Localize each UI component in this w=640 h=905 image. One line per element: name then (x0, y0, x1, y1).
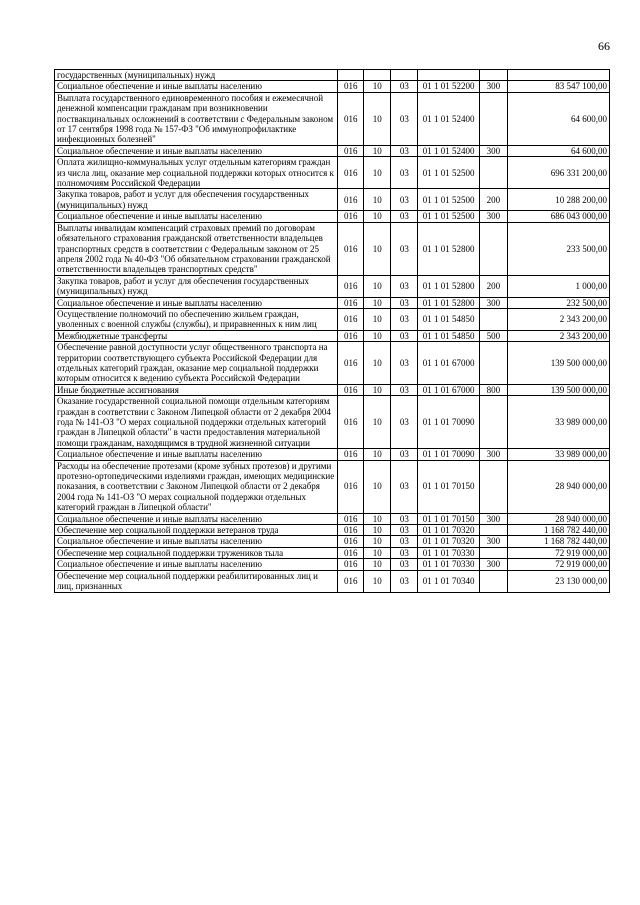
subsection-code-cell: 03 (391, 559, 418, 570)
section-code-cell: 10 (364, 330, 391, 341)
section-code-cell: 10 (364, 547, 391, 558)
target-article-cell: 01 1 01 52400 (418, 145, 479, 156)
admin-code-cell: 016 (338, 536, 364, 547)
expense-type-cell: 300 (479, 81, 507, 92)
row-name-cell: государственных (муниципальных) нужд (55, 70, 338, 81)
expense-type-cell: 300 (479, 211, 507, 222)
amount-cell: 64 600,00 (507, 145, 609, 156)
amount-cell: 696 331 200,00 (507, 157, 609, 189)
subsection-code-cell: 03 (391, 547, 418, 558)
row-name-cell: Социальное обеспечение и иные выплаты населению (55, 145, 338, 156)
row-name-cell: Социальное обеспечение и иные выплаты населению (55, 297, 338, 308)
expense-type-cell: 200 (479, 189, 507, 211)
expense-type-cell: 200 (479, 275, 507, 297)
expense-type-cell: 300 (479, 297, 507, 308)
target-article-cell: 01 1 01 70090 (418, 396, 479, 449)
target-article-cell: 01 1 01 54850 (418, 330, 479, 341)
section-code-cell: 10 (364, 396, 391, 449)
admin-code-cell: 016 (338, 222, 364, 275)
admin-code-cell: 016 (338, 342, 364, 385)
amount-cell (507, 70, 609, 81)
table-row (55, 460, 610, 513)
table-row (55, 384, 610, 395)
amount-cell: 72 919 000,00 (507, 547, 609, 558)
row-name-cell: Социальное обеспечение и иные выплаты населению (55, 536, 338, 547)
row-name-cell: Расходы на обеспечение протезами (кроме зубных протезов) и другими протезно-ортопедическими изделиями граждан, имеющих медицинские показания, в соответствии с Законом Липецкой области от 2 декабря 2004 года № 141-ОЗ "О мерах социальной поддержки отдельных категорий граждан в Липецкой области" (55, 460, 338, 513)
expense-type-cell: 300 (479, 559, 507, 570)
amount-cell: 233 500,00 (507, 222, 609, 275)
target-article-cell: 01 1 01 52800 (418, 297, 479, 308)
admin-code-cell: 016 (338, 547, 364, 558)
target-article-cell: 01 1 01 70320 (418, 525, 479, 536)
table-row (55, 342, 610, 385)
subsection-code-cell: 03 (391, 460, 418, 513)
row-name-cell: Обеспечение мер социальной поддержки реабилитированных лиц и лиц, признанных (55, 570, 338, 592)
amount-cell: 2 343 200,00 (507, 330, 609, 341)
subsection-code-cell: 03 (391, 384, 418, 395)
table-row (55, 547, 610, 558)
row-name-cell: Социальное обеспечение и иные выплаты населению (55, 513, 338, 524)
expense-type-cell: 300 (479, 536, 507, 547)
table-row (55, 449, 610, 460)
amount-cell: 28 940 000,00 (507, 460, 609, 513)
table-row (55, 297, 610, 308)
target-article-cell: 01 1 01 70330 (418, 547, 479, 558)
row-name-cell: Обеспечение мер социальной поддержки ветеранов труда (55, 525, 338, 536)
section-code-cell: 10 (364, 570, 391, 592)
table-row (55, 275, 610, 297)
section-code-cell: 10 (364, 189, 391, 211)
section-code-cell: 10 (364, 460, 391, 513)
table-row (55, 70, 610, 81)
table-row (55, 92, 610, 145)
expense-type-cell (479, 396, 507, 449)
subsection-code-cell (391, 70, 418, 81)
row-name-cell: Социальное обеспечение и иные выплаты населению (55, 211, 338, 222)
row-name-cell: Обеспечение мер социальной поддержки тружеников тыла (55, 547, 338, 558)
row-name-cell: Обеспечение равной доступности услуг общественного транспорта на территории соответствующего субъекта Российской Федерации для отдельных категорий граждан, оказание мер социальной поддержки которым относится к ведению субъекта Российской Федерации (55, 342, 338, 385)
admin-code-cell: 016 (338, 570, 364, 592)
section-code-cell: 10 (364, 297, 391, 308)
section-code-cell: 10 (364, 222, 391, 275)
subsection-code-cell: 03 (391, 157, 418, 189)
expense-type-cell (479, 342, 507, 385)
amount-cell: 686 043 000,00 (507, 211, 609, 222)
section-code-cell: 10 (364, 342, 391, 385)
table-row (55, 396, 610, 449)
section-code-cell: 10 (364, 275, 391, 297)
table-row (55, 330, 610, 341)
row-name-cell: Оплата жилищно-коммунальных услуг отдельным категориям граждан из числа лиц, оказание мер социальной поддержки которых относится к полномочиям Российской Федерации (55, 157, 338, 189)
target-article-cell: 01 1 01 70330 (418, 559, 479, 570)
subsection-code-cell: 03 (391, 297, 418, 308)
admin-code-cell: 016 (338, 513, 364, 524)
target-article-cell: 01 1 01 52500 (418, 157, 479, 189)
amount-cell: 1 000,00 (507, 275, 609, 297)
row-name-cell: Выплата государственного единовременного пособия и ежемесячной денежной компенсации гражданам при возникновении поствакцинальных осложнений в соответствии с Федеральным законом от 17 сентября 1998 года № 157-ФЗ "Об иммунопрофилактике инфекционных болезней" (55, 92, 338, 145)
expense-type-cell: 800 (479, 384, 507, 395)
amount-cell: 83 547 100,00 (507, 81, 609, 92)
admin-code-cell (338, 70, 364, 81)
target-article-cell: 01 1 01 70320 (418, 536, 479, 547)
expense-type-cell (479, 70, 507, 81)
admin-code-cell: 016 (338, 275, 364, 297)
amount-cell: 10 288 200,00 (507, 189, 609, 211)
row-name-cell: Закупка товаров, работ и услуг для обеспечения государственных (муниципальных) нужд (55, 275, 338, 297)
expense-type-cell (479, 92, 507, 145)
target-article-cell (418, 70, 479, 81)
amount-cell: 2 343 200,00 (507, 308, 609, 330)
target-article-cell: 01 1 01 67000 (418, 342, 479, 385)
section-code-cell: 10 (364, 81, 391, 92)
section-code-cell: 10 (364, 449, 391, 460)
section-code-cell: 10 (364, 211, 391, 222)
table-row (55, 222, 610, 275)
admin-code-cell: 016 (338, 297, 364, 308)
amount-cell: 232 500,00 (507, 297, 609, 308)
target-article-cell: 01 1 01 52800 (418, 222, 479, 275)
amount-cell: 139 500 000,00 (507, 342, 609, 385)
table-row (55, 189, 610, 211)
table-row (55, 570, 610, 592)
section-code-cell: 10 (364, 92, 391, 145)
expense-type-cell: 500 (479, 330, 507, 341)
table-row (55, 525, 610, 536)
subsection-code-cell: 03 (391, 92, 418, 145)
subsection-code-cell: 03 (391, 342, 418, 385)
subsection-code-cell: 03 (391, 81, 418, 92)
expense-type-cell (479, 308, 507, 330)
section-code-cell: 10 (364, 513, 391, 524)
row-name-cell: Выплаты инвалидам компенсаций страховых премий по договорам обязательного страхования гражданской ответственности владельцев транспортных средств в соответствии с Федеральным законом от 25 апреля 2002 года № 40-ФЗ "Об обязательном страховании гражданской ответственности владельцев транспортных средств" (55, 222, 338, 275)
admin-code-cell: 016 (338, 525, 364, 536)
subsection-code-cell: 03 (391, 570, 418, 592)
subsection-code-cell: 03 (391, 308, 418, 330)
admin-code-cell: 016 (338, 460, 364, 513)
admin-code-cell: 016 (338, 211, 364, 222)
admin-code-cell: 016 (338, 92, 364, 145)
section-code-cell: 10 (364, 559, 391, 570)
subsection-code-cell: 03 (391, 536, 418, 547)
subsection-code-cell: 03 (391, 211, 418, 222)
section-code-cell: 10 (364, 536, 391, 547)
section-code-cell: 10 (364, 308, 391, 330)
target-article-cell: 01 1 01 70150 (418, 513, 479, 524)
expense-type-cell (479, 460, 507, 513)
admin-code-cell: 016 (338, 384, 364, 395)
amount-cell: 28 940 000,00 (507, 513, 609, 524)
row-name-cell: Социальное обеспечение и иные выплаты населению (55, 559, 338, 570)
subsection-code-cell: 03 (391, 330, 418, 341)
table-row (55, 211, 610, 222)
amount-cell: 23 130 000,00 (507, 570, 609, 592)
table-row (55, 157, 610, 189)
amount-cell: 64 600,00 (507, 92, 609, 145)
target-article-cell: 01 1 01 52200 (418, 81, 479, 92)
target-article-cell: 01 1 01 67000 (418, 384, 479, 395)
expense-type-cell: 300 (479, 513, 507, 524)
amount-cell: 1 168 782 440,00 (507, 536, 609, 547)
expense-type-cell (479, 570, 507, 592)
admin-code-cell: 016 (338, 559, 364, 570)
target-article-cell: 01 1 01 52400 (418, 92, 479, 145)
admin-code-cell: 016 (338, 330, 364, 341)
section-code-cell: 10 (364, 384, 391, 395)
row-name-cell: Оказание государственной социальной помощи отдельным категориям граждан в соответствии с Законом Липецкой области от 2 декабря 2004 года № 141-ОЗ "О мерах социальной поддержки отдельных категорий граждан в Липецкой области" в части предоставления материальной помощи гражданам, находящимся в трудной жизненной ситуации (55, 396, 338, 449)
table-row (55, 81, 610, 92)
subsection-code-cell: 03 (391, 189, 418, 211)
subsection-code-cell: 03 (391, 222, 418, 275)
subsection-code-cell: 03 (391, 396, 418, 449)
amount-cell: 139 500 000,00 (507, 384, 609, 395)
admin-code-cell: 016 (338, 145, 364, 156)
row-name-cell: Осуществление полномочий по обеспечению жильем граждан, уволенных с военной службы (службы), и приравненных к ним лиц (55, 308, 338, 330)
row-name-cell: Межбюджетные трансферты (55, 330, 338, 341)
amount-cell: 1 168 782 440,00 (507, 525, 609, 536)
section-code-cell (364, 70, 391, 81)
subsection-code-cell: 03 (391, 145, 418, 156)
section-code-cell: 10 (364, 157, 391, 189)
subsection-code-cell: 03 (391, 513, 418, 524)
admin-code-cell: 016 (338, 157, 364, 189)
admin-code-cell: 016 (338, 396, 364, 449)
target-article-cell: 01 1 01 70090 (418, 449, 479, 460)
admin-code-cell: 016 (338, 308, 364, 330)
target-article-cell: 01 1 01 54850 (418, 308, 479, 330)
section-code-cell: 10 (364, 525, 391, 536)
amount-cell: 33 989 000,00 (507, 396, 609, 449)
expense-type-cell (479, 157, 507, 189)
expense-type-cell: 300 (479, 145, 507, 156)
target-article-cell: 01 1 01 52800 (418, 275, 479, 297)
table-row (55, 308, 610, 330)
admin-code-cell: 016 (338, 189, 364, 211)
row-name-cell: Социальное обеспечение и иные выплаты населению (55, 449, 338, 460)
target-article-cell: 01 1 01 70150 (418, 460, 479, 513)
section-code-cell: 10 (364, 145, 391, 156)
row-name-cell: Социальное обеспечение и иные выплаты населению (55, 81, 338, 92)
target-article-cell: 01 1 01 70340 (418, 570, 479, 592)
target-article-cell: 01 1 01 52500 (418, 189, 479, 211)
subsection-code-cell: 03 (391, 275, 418, 297)
table-row (55, 145, 610, 156)
subsection-code-cell: 03 (391, 525, 418, 536)
subsection-code-cell: 03 (391, 449, 418, 460)
target-article-cell: 01 1 01 52500 (418, 211, 479, 222)
page-number: 66 (598, 39, 610, 53)
table-row (55, 559, 610, 570)
row-name-cell: Иные бюджетные ассигнования (55, 384, 338, 395)
table-row (55, 536, 610, 547)
admin-code-cell: 016 (338, 449, 364, 460)
admin-code-cell: 016 (338, 81, 364, 92)
expense-type-cell: 300 (479, 449, 507, 460)
expense-type-cell (479, 525, 507, 536)
expense-type-cell (479, 547, 507, 558)
table-row (55, 513, 610, 524)
row-name-cell: Закупка товаров, работ и услуг для обеспечения государственных (муниципальных) нужд (55, 189, 338, 211)
amount-cell: 72 919 000,00 (507, 559, 609, 570)
amount-cell: 33 989 000,00 (507, 449, 609, 460)
expense-type-cell (479, 222, 507, 275)
budget-table (54, 69, 610, 593)
